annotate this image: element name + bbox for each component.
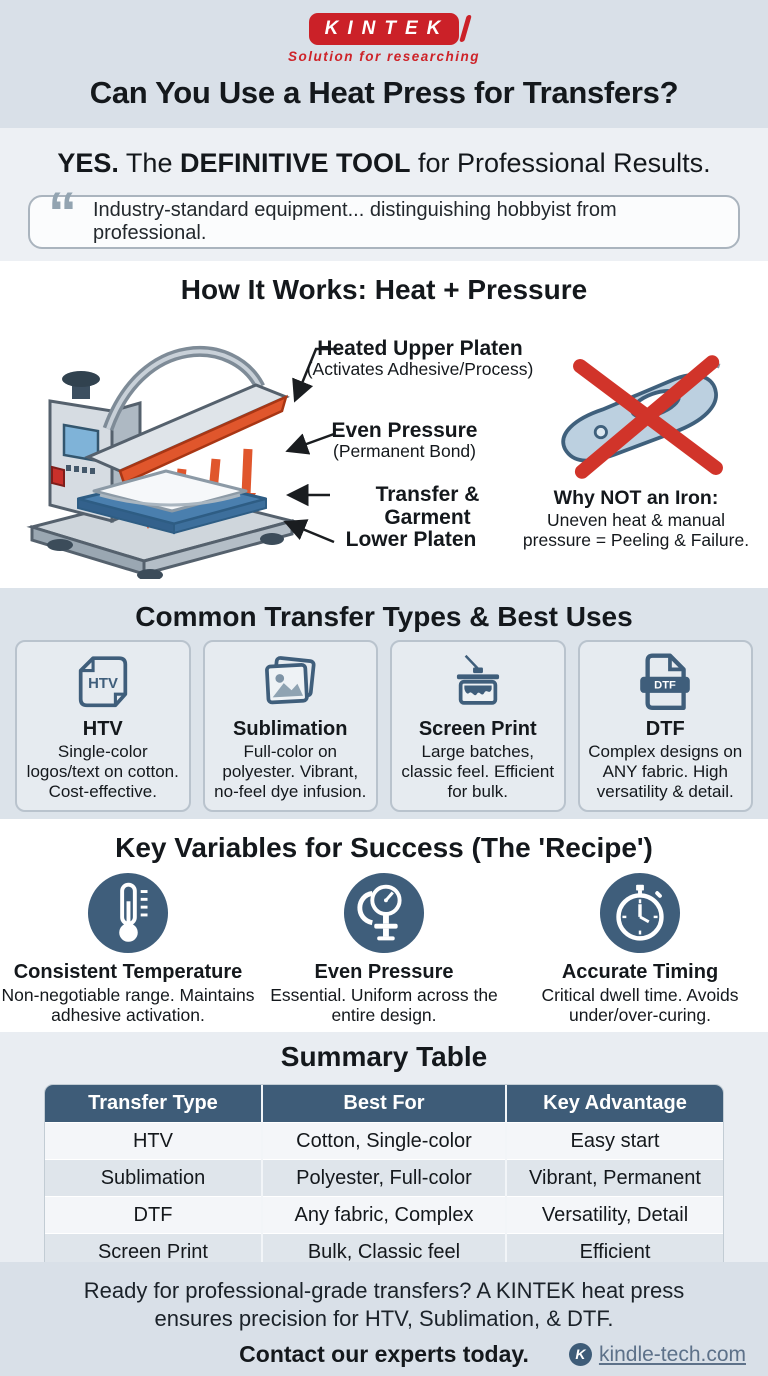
label-even-pressure: Even Pressure (Permanent Bond) [331, 419, 478, 462]
page-title: Can You Use a Heat Press for Transfers? [89, 75, 679, 110]
key-variables-section [0, 819, 768, 1032]
screen-print-icon [447, 652, 509, 714]
card-title: DTF [645, 718, 685, 740]
kv-desc: Critical dwell time. Avoids under/over-curing. [541, 985, 739, 1026]
col-transfer-type: Transfer Type [45, 1085, 262, 1123]
kv-desc: Essential. Uniform across the entire design. [270, 985, 498, 1026]
card-desc: Single-color logos/text on cotton. Cost-effective. [26, 742, 179, 801]
card-desc: Large batches, classic feel. Efficient for bulk. [401, 742, 555, 801]
pressure-clamp-gauge-icon [343, 872, 425, 954]
why-not-iron-note: Why NOT an Iron: Uneven heat & manual pressure = Peeling & Failure. [522, 487, 750, 550]
sublimation-photos-icon [259, 652, 321, 714]
crossed-out-iron-icon [548, 351, 748, 483]
header-section [0, 0, 768, 128]
summary-section [0, 1032, 768, 1262]
card-desc: Full-color on polyester. Vibrant, no-feel dye infusion. [214, 742, 367, 801]
summary-heading: Summary Table [280, 1041, 488, 1072]
heat-press-illustration [20, 307, 310, 579]
kindle-tech-link[interactable] [569, 1343, 746, 1367]
table-header-row [45, 1085, 723, 1123]
table-row: Sublimation Polyester, Full-color Vibrant, Permanent [45, 1160, 723, 1197]
brand-tagline: Solution for researching [287, 49, 481, 64]
stopwatch-icon [599, 872, 681, 954]
quote-text: Industry-standard equipment... distinguishing hobbyist from professional. [93, 199, 617, 244]
answer-section [0, 128, 768, 261]
contact-cta: Contact our experts today. [239, 1340, 529, 1367]
site-link-text: kindle-tech.com [598, 1342, 746, 1366]
card-sublimation [203, 640, 379, 812]
answer-yes: YES. [57, 148, 119, 178]
transfer-types-heading: Common Transfer Types & Best Uses [135, 601, 633, 632]
thermometer-icon [87, 872, 169, 954]
col-key-advantage: Key Advantage [506, 1085, 723, 1123]
kv-title: Accurate Timing [561, 961, 719, 983]
footer-cta-row [0, 1341, 768, 1371]
card-title: Screen Print [418, 718, 537, 740]
card-dtf [578, 640, 754, 812]
footer-line2: ensures precision for HTV, Sublimation, & DTF. [154, 1305, 614, 1331]
kv-pressure [256, 872, 512, 1025]
table-row: DTF Any fabric, Complex Versatility, Detail [45, 1197, 723, 1234]
col-best-for: Best For [262, 1085, 506, 1123]
transfer-types-section [0, 588, 768, 819]
how-it-works-heading: How It Works: Heat + Pressure [180, 274, 588, 305]
quote-box [28, 181, 740, 249]
key-variables-row [0, 872, 768, 1025]
answer-headline: YES. The DEFINITIVE TOOL for Professional Results. [57, 148, 711, 178]
svg-text:HTV: HTV [87, 675, 118, 692]
answer-definitive: DEFINITIVE TOOL [179, 148, 411, 178]
kv-title: Consistent Temperature [13, 961, 243, 983]
card-screen-print [390, 640, 566, 812]
summary-table [44, 1084, 724, 1271]
how-it-works-section [0, 261, 768, 588]
card-title: HTV [82, 718, 123, 740]
kintek-logo-box: KINTEK [309, 13, 460, 45]
table-row: HTV Cotton, Single-color Easy start [45, 1123, 723, 1160]
table-row: Screen Print Bulk, Classic feel Efficient [45, 1234, 723, 1271]
kv-desc: Non-negotiable range. Maintains adhesive activation. [1, 985, 255, 1026]
label-heated-upper-platen: Heated Upper Platen (Activates Adhesive/Process) [306, 337, 534, 380]
footer-line1: Ready for professional-grade transfers? A KINTEK heat press [83, 1278, 685, 1303]
kintek-logo [288, 13, 480, 64]
quote-icon: “ [48, 181, 77, 246]
kv-timing [512, 872, 768, 1025]
label-transfer-garment: Transfer & Garment [375, 483, 480, 530]
kintek-k-badge-icon: K [569, 1343, 592, 1366]
svg-text:DTF: DTF [654, 679, 677, 692]
dtf-file-icon [634, 652, 696, 714]
kv-temperature [0, 872, 256, 1025]
footer-section [0, 1262, 768, 1376]
key-variables-heading: Key Variables for Success (The 'Recipe') [115, 832, 653, 863]
transfer-type-cards [0, 640, 768, 812]
card-htv [15, 640, 191, 812]
card-title: Sublimation [233, 718, 348, 740]
label-lower-platen: Lower Platen [345, 528, 477, 551]
kv-title: Even Pressure [314, 961, 454, 983]
htv-file-icon [72, 652, 134, 714]
card-desc: Complex designs on ANY fabric. High versatility & detail. [588, 742, 743, 801]
